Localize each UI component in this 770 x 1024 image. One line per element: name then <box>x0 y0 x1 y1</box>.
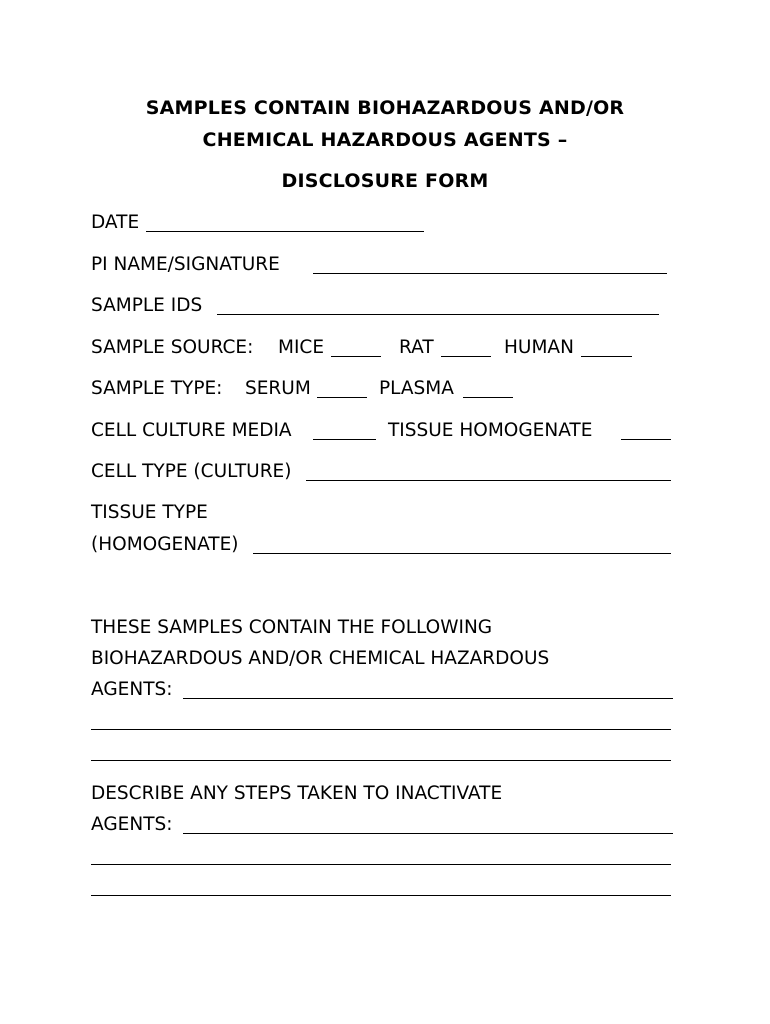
inactivate-agents-label: AGENTS: <box>91 814 173 835</box>
agents-field[interactable] <box>183 698 673 699</box>
culture-media-row <box>91 418 676 444</box>
agents-text-line-1 <box>91 615 676 641</box>
plasma-field[interactable] <box>463 397 513 398</box>
inactivate-text-line-1 <box>91 781 676 807</box>
sample-type-row <box>91 376 676 402</box>
form-title-line-1: SAMPLES CONTAIN BIOHAZARDOUS AND/OR <box>145 97 625 119</box>
cell-culture-media-label: CELL CULTURE MEDIA <box>91 420 292 441</box>
agents-text-2: BIOHAZARDOUS AND/OR CHEMICAL HAZARDOUS <box>91 648 550 669</box>
tissue-type-field[interactable] <box>253 553 671 554</box>
pi-name-signature-field[interactable] <box>313 273 667 274</box>
tissue-homogenate-label: TISSUE HOMOGENATE <box>388 420 593 441</box>
date-field[interactable] <box>146 231 424 232</box>
agents-label: AGENTS: <box>91 679 173 700</box>
form-title-line-3: DISCLOSURE FORM <box>281 170 489 192</box>
agents-text-1: THESE SAMPLES CONTAIN THE FOLLOWING <box>91 617 493 638</box>
agents-blank-line-1[interactable] <box>91 729 671 730</box>
agents-text-line-2 <box>91 646 676 672</box>
cell-culture-media-field[interactable] <box>313 439 376 440</box>
mice-field[interactable] <box>331 356 381 357</box>
agents-row <box>91 677 676 703</box>
plasma-label: PLASMA <box>379 378 454 399</box>
rat-field[interactable] <box>441 356 491 357</box>
tissue-type-row-1 <box>91 500 676 526</box>
inactivation-steps-field[interactable] <box>183 833 673 834</box>
inactivation-blank-line-2[interactable] <box>91 895 671 896</box>
sample-ids-row <box>91 293 676 319</box>
date-row <box>91 210 676 236</box>
serum-field[interactable] <box>317 397 367 398</box>
tissue-type-row-2 <box>91 532 676 558</box>
cell-type-label: CELL TYPE (CULTURE) <box>91 461 292 482</box>
cell-type-field[interactable] <box>306 480 671 481</box>
tissue-type-label: TISSUE TYPE <box>91 502 208 523</box>
human-field[interactable] <box>581 356 632 357</box>
serum-label: SERUM <box>245 378 311 399</box>
sample-ids-field[interactable] <box>217 314 659 315</box>
inactivation-blank-line-1[interactable] <box>91 864 671 865</box>
form-title-line-2: CHEMICAL HAZARDOUS AGENTS – <box>202 129 568 151</box>
human-label: HUMAN <box>504 337 574 358</box>
sample-type-label: SAMPLE TYPE: <box>91 378 223 399</box>
pi-name-signature-label: PI NAME/SIGNATURE <box>91 254 280 275</box>
sample-source-row <box>91 335 676 361</box>
mice-label: MICE <box>278 337 325 358</box>
rat-label: RAT <box>399 337 434 358</box>
sample-source-label: SAMPLE SOURCE: <box>91 337 254 358</box>
cell-type-row <box>91 459 676 485</box>
homogenate-label: (HOMOGENATE) <box>91 534 239 555</box>
tissue-homogenate-field[interactable] <box>621 439 671 440</box>
inactivate-text-1: DESCRIBE ANY STEPS TAKEN TO INACTIVATE <box>91 783 503 804</box>
inactivate-row <box>91 812 676 838</box>
date-label: DATE <box>91 212 140 233</box>
pi-row <box>91 252 676 278</box>
agents-blank-line-2[interactable] <box>91 760 671 761</box>
sample-ids-label: SAMPLE IDS <box>91 295 203 316</box>
